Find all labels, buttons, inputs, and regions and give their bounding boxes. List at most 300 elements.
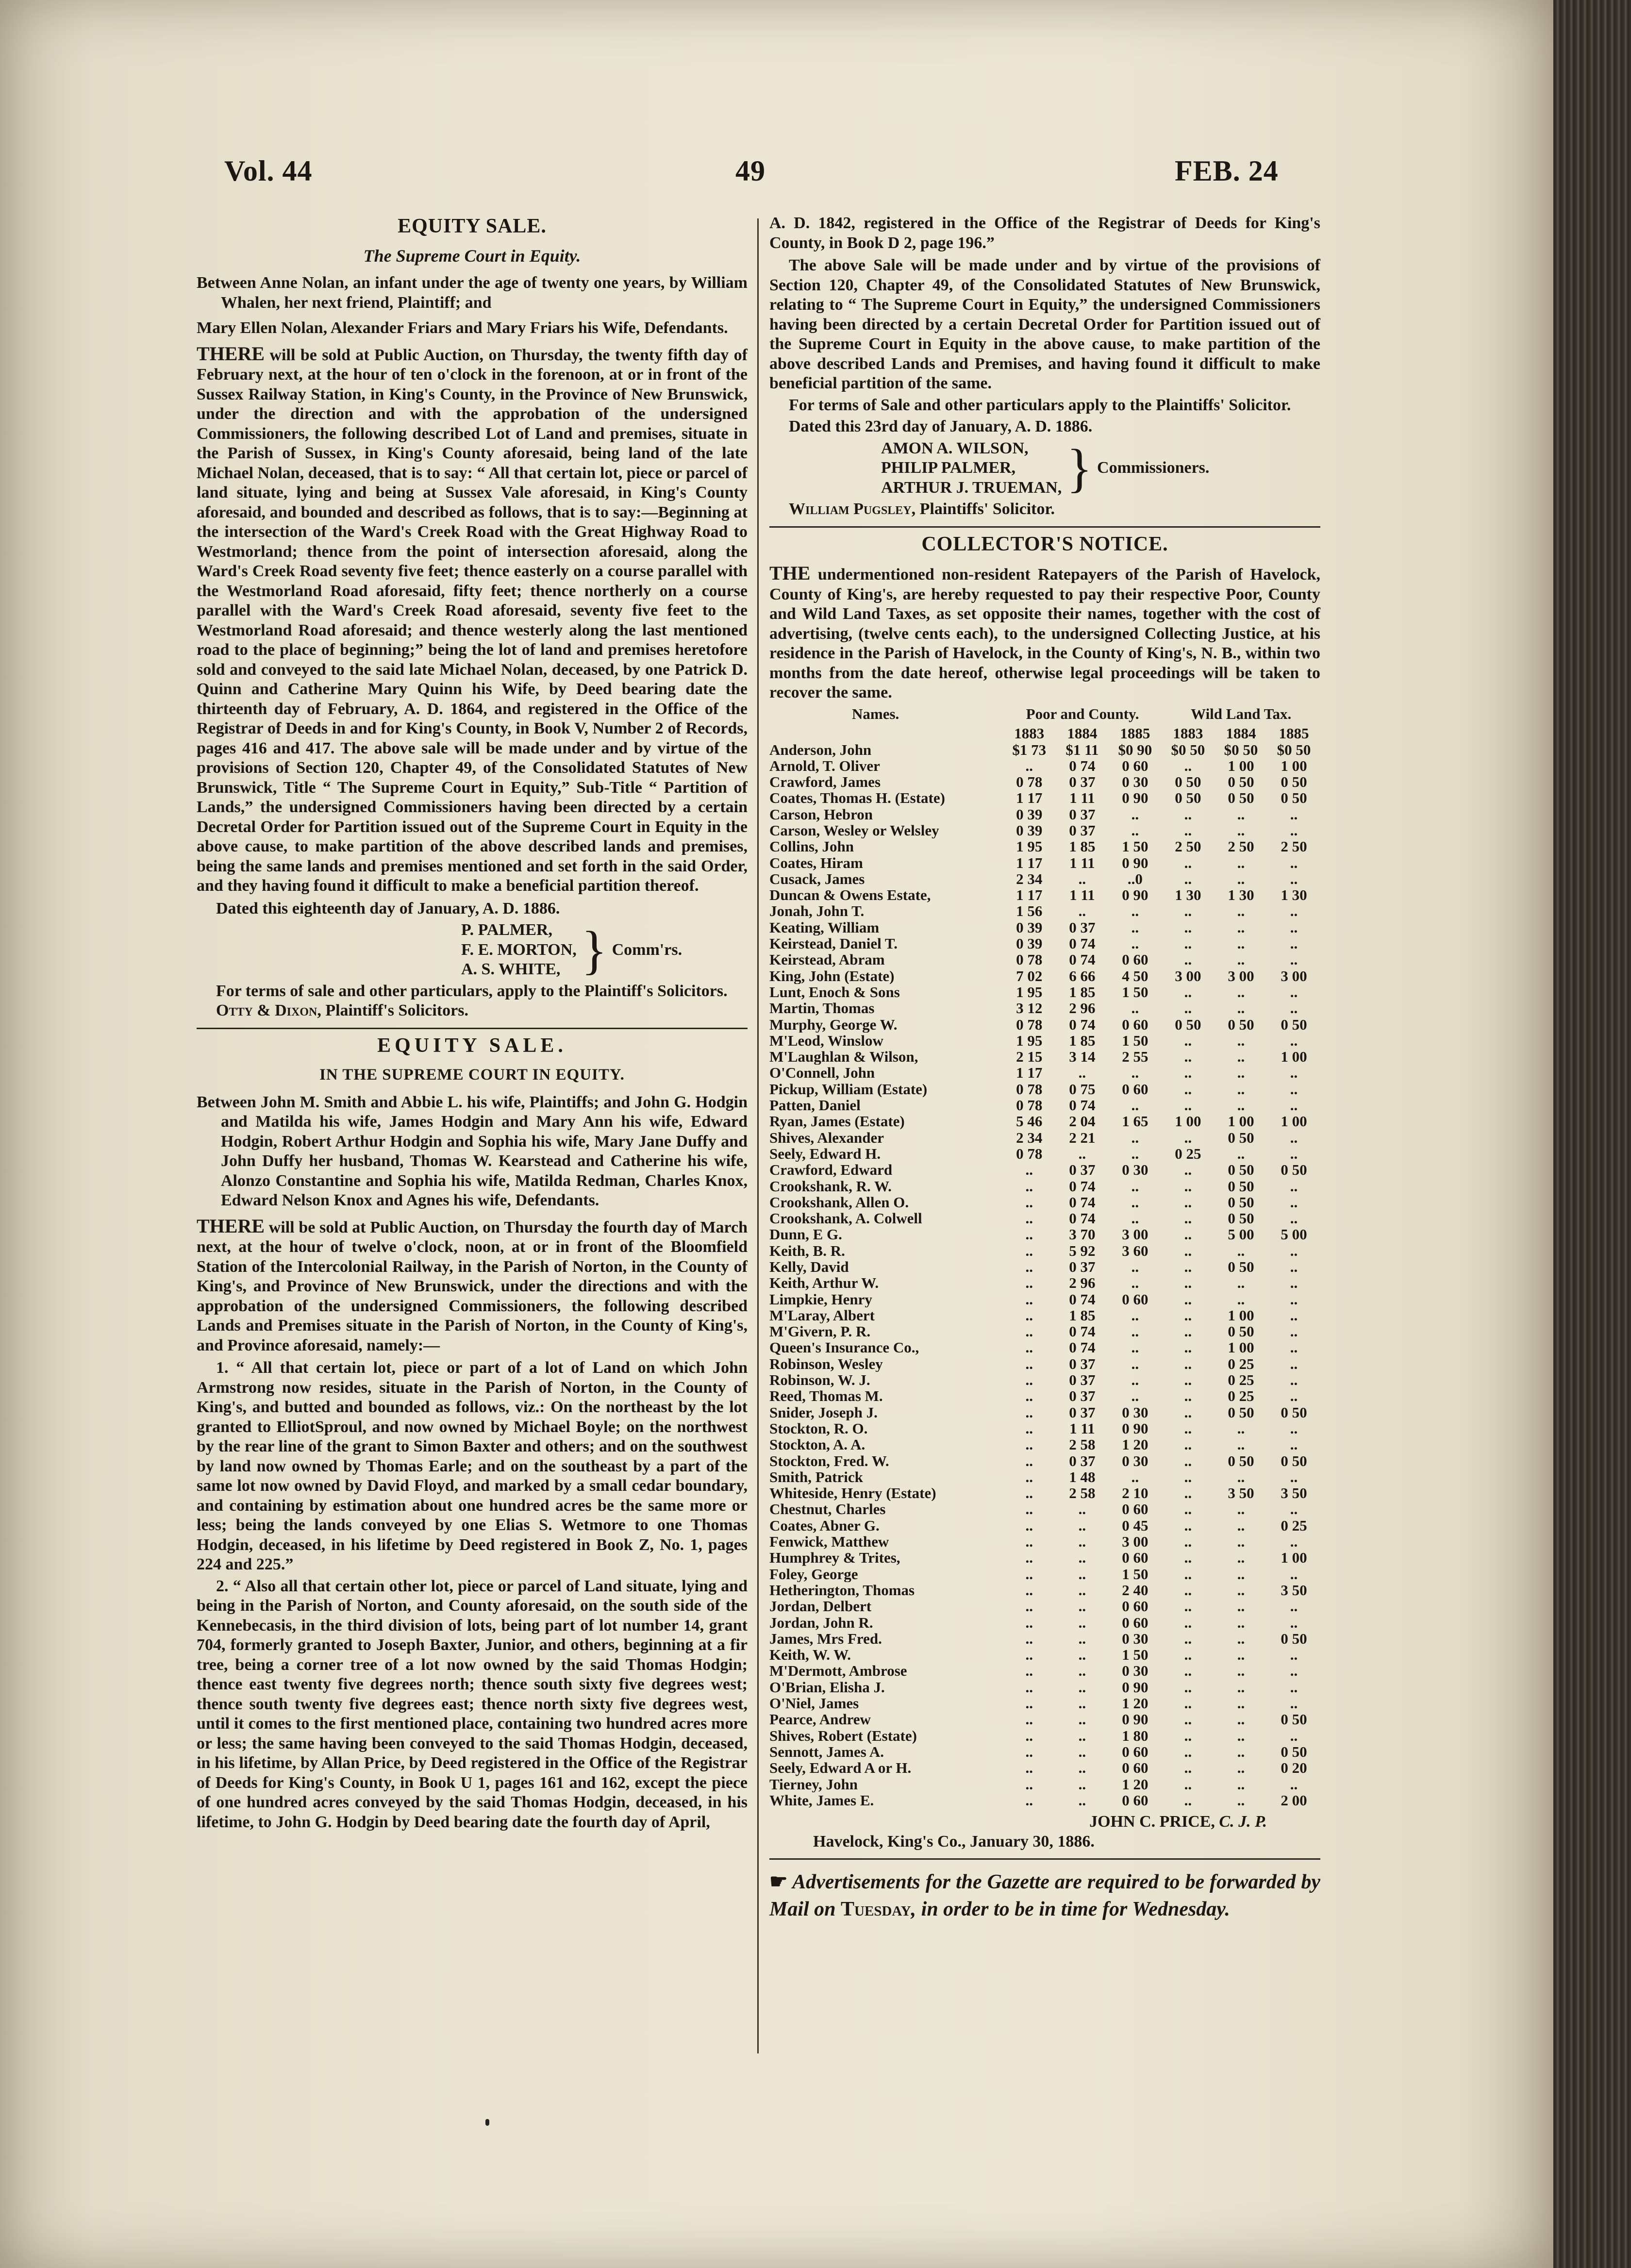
tax-amount: 0 50 bbox=[1228, 789, 1254, 807]
table-row bbox=[769, 1323, 1320, 1339]
tax-amount: 1 00 bbox=[1281, 1549, 1307, 1567]
tax-amount: .. bbox=[1025, 1517, 1033, 1534]
tax-amount: .. bbox=[1290, 1468, 1298, 1485]
collector-signature bbox=[769, 1812, 1320, 1832]
tax-amount: 0 50 bbox=[1228, 1161, 1254, 1179]
tax-amount: .. bbox=[1237, 805, 1245, 823]
tax-amount: .. bbox=[1237, 1581, 1245, 1599]
tax-amount: .. bbox=[1025, 1339, 1033, 1356]
tax-amount: .. bbox=[1184, 1598, 1192, 1615]
ratepayer-name: Keirstead, Abram bbox=[769, 951, 885, 968]
ratepayer-name: Shives, Alexander bbox=[769, 1129, 884, 1146]
tax-amount: .. bbox=[1025, 1387, 1033, 1405]
tax-amount: .. bbox=[1237, 1630, 1245, 1647]
tax-amount: 3 50 bbox=[1281, 1484, 1307, 1502]
table-row bbox=[769, 1615, 1320, 1631]
tax-amount: .. bbox=[1184, 1614, 1192, 1631]
tax-amount: .. bbox=[1237, 1242, 1245, 1259]
table-row bbox=[769, 1162, 1320, 1178]
pointing-hand-icon: ☛ bbox=[769, 1871, 788, 1894]
tax-amount: .. bbox=[1078, 1775, 1086, 1793]
tax-amount: 0 50 bbox=[1281, 1711, 1307, 1728]
equity-sale-1-terms: For terms of sale and other particulars, apply to the Plaintiff's Solicitors. bbox=[216, 982, 728, 1000]
ratepayer-name: Pickup, William (Estate) bbox=[769, 1081, 928, 1098]
tax-amount: .. bbox=[1290, 918, 1298, 936]
tax-amount: 1 30 bbox=[1281, 886, 1307, 904]
ratepayer-name: James, Mrs Fred. bbox=[769, 1630, 882, 1647]
tax-amount: .. bbox=[1025, 1371, 1033, 1389]
tax-amount: .. bbox=[1184, 854, 1192, 871]
tax-amount: 0 39 bbox=[1016, 805, 1043, 823]
ratepayer-name: Smith, Patrick bbox=[769, 1468, 863, 1485]
ink-mark bbox=[485, 2119, 489, 2126]
tax-amount: 1 20 bbox=[1122, 1775, 1148, 1793]
tax-amount: 1 65 bbox=[1122, 1113, 1148, 1130]
ratepayer-name: Jordan, John R. bbox=[769, 1614, 873, 1631]
commissioner-name: A. S. WHITE, bbox=[461, 960, 561, 978]
tax-amount: .. bbox=[1025, 1484, 1033, 1502]
equity-sale-1-subtitle: The Supreme Court in Equity. bbox=[363, 246, 581, 266]
table-row bbox=[769, 887, 1320, 903]
tax-amount: .. bbox=[1025, 1775, 1033, 1793]
table-row bbox=[769, 1436, 1320, 1452]
tax-amount: 0 39 bbox=[1016, 821, 1043, 839]
tax-amount: 0 78 bbox=[1016, 1016, 1043, 1033]
ratepayer-name: Foley, George bbox=[769, 1566, 858, 1582]
tax-amount: .. bbox=[1078, 1662, 1086, 1680]
tax-amount: 2 10 bbox=[1122, 1484, 1148, 1502]
tax-amount: 0 37 bbox=[1069, 1371, 1096, 1389]
year-header: 1883 bbox=[1014, 724, 1045, 742]
tax-amount: .. bbox=[1237, 951, 1245, 968]
tax-amount: .. bbox=[1131, 1097, 1139, 1114]
tax-amount: .. bbox=[1025, 1614, 1033, 1631]
tax-amount: .. bbox=[1237, 1290, 1245, 1308]
tax-amount: .. bbox=[1078, 902, 1086, 920]
tax-amount: 0 74 bbox=[1069, 757, 1096, 774]
tax-amount: .. bbox=[1184, 805, 1192, 823]
tax-amount: .. bbox=[1131, 1468, 1139, 1485]
tax-amount: .. bbox=[1078, 1565, 1086, 1583]
tax-amount: .. bbox=[1237, 1614, 1245, 1631]
tax-amount: 2 04 bbox=[1069, 1113, 1096, 1130]
tax-amount: .. bbox=[1290, 1274, 1298, 1292]
tax-amount: .. bbox=[1184, 1226, 1192, 1243]
tax-amount: .. bbox=[1184, 1371, 1192, 1389]
table-row bbox=[769, 1598, 1320, 1614]
tax-amount: .. bbox=[1078, 1064, 1086, 1082]
tax-amount: 0 37 bbox=[1069, 1403, 1096, 1421]
tax-amount: 0 50 bbox=[1281, 1403, 1307, 1421]
ratepayer-name: Snider, Joseph J. bbox=[769, 1404, 878, 1420]
tax-amount: .. bbox=[1025, 1711, 1033, 1728]
tax-amount: 0 50 bbox=[1175, 773, 1201, 791]
tax-amount: 1 17 bbox=[1016, 789, 1043, 807]
tax-amount: .. bbox=[1290, 1501, 1298, 1518]
tax-amount: 0 78 bbox=[1016, 773, 1043, 791]
tax-amount: .. bbox=[1131, 1323, 1139, 1340]
ratepayer-name: Coates, Abner G. bbox=[769, 1517, 880, 1534]
tax-amount: .. bbox=[1290, 1258, 1298, 1275]
table-row bbox=[769, 1226, 1320, 1242]
section-rule bbox=[769, 526, 1320, 528]
tax-amount: 0 60 bbox=[1122, 757, 1148, 774]
tax-amount: .. bbox=[1184, 1678, 1192, 1696]
tax-amount: .. bbox=[1184, 1501, 1192, 1518]
table-row bbox=[769, 855, 1320, 871]
tax-amount: .. bbox=[1184, 1064, 1192, 1082]
tax-amount: .. bbox=[1025, 1549, 1033, 1567]
tax-amount: .. bbox=[1290, 1339, 1298, 1356]
tax-amount: 0 50 bbox=[1228, 1177, 1254, 1195]
tax-amount: .. bbox=[1131, 1258, 1139, 1275]
table-row bbox=[769, 1033, 1320, 1049]
tax-amount: 0 74 bbox=[1069, 951, 1096, 968]
tax-amount: 0 60 bbox=[1122, 1759, 1148, 1777]
tax-amount: .. bbox=[1237, 983, 1245, 1001]
tax-amount: 2 50 bbox=[1228, 838, 1254, 855]
tax-amount: 0 74 bbox=[1069, 1016, 1096, 1033]
tax-amount: .. bbox=[1131, 1339, 1139, 1356]
table-row bbox=[769, 1711, 1320, 1727]
tax-amount: .. bbox=[1237, 1565, 1245, 1583]
tax-amount: 1 50 bbox=[1122, 1646, 1148, 1664]
tax-amount: .. bbox=[1290, 870, 1298, 887]
table-row bbox=[769, 1744, 1320, 1760]
year-header-row bbox=[769, 725, 1320, 742]
tax-amount: .. bbox=[1184, 1306, 1192, 1324]
table-row bbox=[769, 1404, 1320, 1420]
tax-amount: .. bbox=[1290, 1387, 1298, 1405]
ratepayer-name: Fenwick, Matthew bbox=[769, 1534, 889, 1550]
issue-date: FEB. 24 bbox=[1175, 155, 1279, 187]
tax-amount: 0 60 bbox=[1122, 1791, 1148, 1809]
table-row bbox=[769, 1792, 1320, 1808]
tax-amount: 1 00 bbox=[1228, 757, 1254, 774]
tax-amount: .. bbox=[1131, 1387, 1139, 1405]
tax-amount: 0 78 bbox=[1016, 1080, 1043, 1098]
tax-amount: 0 50 bbox=[1228, 1258, 1254, 1275]
ratepayer-name: Shives, Robert (Estate) bbox=[769, 1727, 917, 1744]
equity-sale-1-title: EQUITY SALE. bbox=[398, 215, 547, 237]
table-row bbox=[769, 1566, 1320, 1582]
tax-amount: 2 50 bbox=[1175, 838, 1201, 855]
table-row bbox=[769, 1339, 1320, 1355]
tax-amount: 0 60 bbox=[1122, 1501, 1148, 1518]
tax-amount: 0 25 bbox=[1281, 1517, 1307, 1534]
tax-amount: .. bbox=[1237, 1775, 1245, 1793]
tax-amount: .. bbox=[1290, 1775, 1298, 1793]
equity-sale-1-plaintiffs: Between Anne Nolan, an infant under the age of twenty one years, by William Whalen, her next friend, Plaintiff; and bbox=[197, 274, 748, 312]
ratepayer-name: Jonah, John T. bbox=[769, 903, 865, 919]
tax-amount: 1 95 bbox=[1016, 1032, 1043, 1049]
tax-amount: 0 74 bbox=[1069, 935, 1096, 952]
tax-amount: .. bbox=[1184, 821, 1192, 839]
tax-amount: .. bbox=[1237, 1646, 1245, 1664]
tax-amount: .. bbox=[1025, 1468, 1033, 1485]
table-row bbox=[769, 871, 1320, 887]
equity-sale-2-dated: Dated this 23rd day of January, A. D. 1886. bbox=[789, 417, 1093, 435]
tax-amount: .. bbox=[1078, 1759, 1086, 1777]
table-row bbox=[769, 1194, 1320, 1210]
tax-amount: .. bbox=[1131, 918, 1139, 936]
tax-amount: 7 02 bbox=[1016, 967, 1043, 984]
tax-amount: 0 74 bbox=[1069, 1193, 1096, 1211]
advertisement-notice bbox=[769, 1868, 1320, 1923]
table-row bbox=[769, 1146, 1320, 1162]
equity-sale-1-lead: THERE bbox=[197, 342, 265, 365]
tax-amount: 0 50 bbox=[1281, 1630, 1307, 1647]
table-row bbox=[769, 1582, 1320, 1598]
table-row bbox=[769, 1000, 1320, 1016]
volume-number: Vol. 44 bbox=[224, 155, 313, 187]
table-row bbox=[769, 1113, 1320, 1129]
tax-amount: 0 50 bbox=[1228, 773, 1254, 791]
tax-amount: .. bbox=[1290, 1000, 1298, 1017]
tax-amount: .. bbox=[1131, 821, 1139, 839]
tax-amount: 0 50 bbox=[1228, 1129, 1254, 1146]
tax-amount: .. bbox=[1184, 1048, 1192, 1066]
tax-amount: 0 30 bbox=[1122, 1452, 1148, 1469]
tax-amount: 0 60 bbox=[1122, 1290, 1148, 1308]
table-row bbox=[769, 1453, 1320, 1469]
tax-amount: .. bbox=[1237, 1032, 1245, 1049]
tax-amount: .. bbox=[1237, 1436, 1245, 1453]
ratepayer-name: Crookshank, A. Colwell bbox=[769, 1210, 922, 1227]
tax-amount: .. bbox=[1290, 805, 1298, 823]
tax-amount: .. bbox=[1184, 1177, 1192, 1195]
tax-amount: 1 95 bbox=[1016, 983, 1043, 1001]
ratepayer-name: Limpkie, Henry bbox=[769, 1291, 872, 1307]
table-row bbox=[769, 790, 1320, 806]
tax-amount: .. bbox=[1131, 1129, 1139, 1146]
ratepayer-name: Lunt, Enoch & Sons bbox=[769, 984, 900, 1001]
tax-amount: .. bbox=[1237, 1662, 1245, 1680]
tax-amount: .. bbox=[1025, 1210, 1033, 1227]
equity-sale-2-solicitor bbox=[769, 500, 1320, 519]
tax-amount: .. bbox=[1184, 902, 1192, 920]
tax-amount: 3 00 bbox=[1175, 967, 1201, 984]
tax-table-body bbox=[769, 742, 1320, 1809]
tax-amount: .. bbox=[1025, 1452, 1033, 1469]
tax-amount: 0 30 bbox=[1122, 1403, 1148, 1421]
tax-amount: 0 37 bbox=[1069, 1258, 1096, 1275]
tax-amount: .. bbox=[1290, 1032, 1298, 1049]
table-row bbox=[769, 1065, 1320, 1081]
tax-amount: .. bbox=[1290, 1080, 1298, 1098]
tax-amount: 2 40 bbox=[1122, 1581, 1148, 1599]
tax-amount: .. bbox=[1184, 1549, 1192, 1567]
tax-amount: 6 66 bbox=[1069, 967, 1096, 984]
tax-amount: 2 00 bbox=[1281, 1791, 1307, 1809]
table-row bbox=[769, 1210, 1320, 1226]
tax-amount: .. bbox=[1025, 1533, 1033, 1551]
table-row bbox=[769, 1275, 1320, 1291]
equity-sale-2-parties: Between John M. Smith and Abbie L. his wife, Plaintiffs; and John G. Hodgin and Matilda his wife, James Hodgin and Mary Ann his wife, Edward Hodgin, Robert Arthur Hodgin and Sophia his wife, Mary Jane Duffy and John Duffy her husband, Thomas W. Kearstead and Catherine his wife, Alonzo Constantine and Sophia his wife, Matilda Redman, Charles Knox, Edward Nelson Knox and Agnes his wife, Defendants. bbox=[197, 1093, 748, 1209]
table-row bbox=[769, 774, 1320, 790]
tax-amount: 3 12 bbox=[1016, 1000, 1043, 1017]
tax-amount: .. bbox=[1184, 1210, 1192, 1227]
tax-amount: .. bbox=[1025, 1274, 1033, 1292]
tax-amount: .. bbox=[1025, 1646, 1033, 1664]
tax-amount: 1 00 bbox=[1281, 1048, 1307, 1066]
tax-amount: .. bbox=[1237, 1097, 1245, 1114]
tax-amount: .. bbox=[1237, 1549, 1245, 1567]
tax-amount: .. bbox=[1025, 1242, 1033, 1259]
equity-sale-2-text: will be sold at Public Auction, on Thursday the fourth day of March next, at the hour of twelve o'clock, noon, at or in front of the Bloomfield Station of the Intercolonial Railway, in the Parish of Norton, in the County of King's, and Province of New Brunswick, under the directions and with the approbation of the undersigned Commissioners, the following described Lands and Premises situate in the Parish of Norton, in the County of King's, and Province aforesaid, namely:— bbox=[197, 1218, 748, 1354]
table-row bbox=[769, 1695, 1320, 1711]
table-row bbox=[769, 1663, 1320, 1679]
tax-amount: $1 11 bbox=[1065, 741, 1099, 758]
tax-amount: .. bbox=[1025, 1403, 1033, 1421]
tax-amount: 1 95 bbox=[1016, 838, 1043, 855]
table-row bbox=[769, 838, 1320, 854]
tax-amount: .. bbox=[1290, 1695, 1298, 1712]
table-row bbox=[769, 1049, 1320, 1065]
tax-amount: .. bbox=[1078, 1549, 1086, 1567]
tax-amount: 1 00 bbox=[1281, 1113, 1307, 1130]
collector-name: JOHN C. PRICE, bbox=[1089, 1813, 1215, 1831]
ratepayer-name: Carson, Hebron bbox=[769, 806, 873, 822]
tax-amount: .. bbox=[1025, 1743, 1033, 1760]
tax-amount: 2 34 bbox=[1016, 1129, 1043, 1146]
tax-amount: .. bbox=[1131, 805, 1139, 823]
tax-amount: .. bbox=[1025, 1226, 1033, 1243]
tax-amount: .. bbox=[1290, 1193, 1298, 1211]
ratepayer-name: Robinson, W. J. bbox=[769, 1372, 870, 1388]
ratepayer-name: M'Dermott, Ambrose bbox=[769, 1663, 907, 1679]
table-row bbox=[769, 1291, 1320, 1307]
tax-amount: .. bbox=[1184, 757, 1192, 774]
table-row bbox=[769, 903, 1320, 919]
tax-amount: 0 30 bbox=[1122, 1662, 1148, 1680]
ratepayer-name: Patten, Daniel bbox=[769, 1097, 861, 1114]
table-row bbox=[769, 1388, 1320, 1404]
tax-amount: .. bbox=[1184, 1161, 1192, 1179]
tax-amount: 1 85 bbox=[1069, 838, 1096, 855]
tax-amount: .. bbox=[1025, 1436, 1033, 1453]
tax-amount: .. bbox=[1025, 1581, 1033, 1599]
ratepayer-name: Duncan & Owens Estate, bbox=[769, 887, 931, 903]
commissioner-name: AMON A. WILSON, bbox=[881, 439, 1029, 457]
tax-amount: 1 85 bbox=[1069, 1032, 1096, 1049]
equity-sale-1-body bbox=[197, 344, 748, 896]
table-row bbox=[769, 1534, 1320, 1550]
tax-amount: .. bbox=[1184, 918, 1192, 936]
tax-amount: 1 17 bbox=[1016, 886, 1043, 904]
tax-amount: .. bbox=[1290, 1419, 1298, 1437]
tax-amount: .. bbox=[1290, 1242, 1298, 1259]
tax-amount: .. bbox=[1184, 935, 1192, 952]
commissioners-role: Commissioners. bbox=[1097, 459, 1210, 477]
tax-amount: .. bbox=[1184, 1355, 1192, 1372]
tax-amount: 1 20 bbox=[1122, 1436, 1148, 1453]
ratepayer-name: King, John (Estate) bbox=[769, 967, 895, 984]
tax-amount: 0 37 bbox=[1069, 773, 1096, 791]
table-row bbox=[769, 806, 1320, 822]
tax-amount: .. bbox=[1184, 1080, 1192, 1098]
tax-amount: .. bbox=[1290, 983, 1298, 1001]
ratepayer-name: Whiteside, Henry (Estate) bbox=[769, 1485, 936, 1501]
tax-amount: 1 00 bbox=[1281, 757, 1307, 774]
brace-symbol: } bbox=[581, 920, 607, 980]
tax-amount: .. bbox=[1237, 1048, 1245, 1066]
tax-amount: .. bbox=[1290, 1646, 1298, 1664]
tax-amount: .. bbox=[1078, 1598, 1086, 1615]
tax-amount: .. bbox=[1078, 1614, 1086, 1631]
tax-amount: 1 50 bbox=[1122, 1032, 1148, 1049]
section-rule bbox=[769, 1858, 1320, 1860]
tax-amount: 0 50 bbox=[1228, 1403, 1254, 1421]
tax-amount: .. bbox=[1025, 1258, 1033, 1275]
tax-amount: .. bbox=[1025, 1290, 1033, 1308]
tax-amount: 5 92 bbox=[1069, 1242, 1096, 1259]
tax-amount: .. bbox=[1184, 1711, 1192, 1728]
tax-amount: 0 90 bbox=[1122, 1711, 1148, 1728]
tax-amount: 5 46 bbox=[1016, 1113, 1043, 1130]
ratepayer-name: Reed, Thomas M. bbox=[769, 1388, 883, 1404]
collectors-notice-title: COLLECTOR'S NOTICE. bbox=[921, 533, 1168, 555]
tax-amount: .. bbox=[1025, 1662, 1033, 1680]
commissioner-name: P. PALMER, bbox=[461, 921, 552, 939]
tax-amount: .. bbox=[1184, 1290, 1192, 1308]
equity-sale-1-signature bbox=[461, 920, 748, 980]
tax-amount: .. bbox=[1078, 1501, 1086, 1518]
tax-amount: .. bbox=[1025, 1598, 1033, 1615]
tax-amount: .. bbox=[1290, 1355, 1298, 1372]
tax-amount: 1 11 bbox=[1069, 886, 1095, 904]
tax-amount: .. bbox=[1078, 1678, 1086, 1696]
tax-amount: 2 15 bbox=[1016, 1048, 1043, 1066]
tax-amount: .. bbox=[1290, 902, 1298, 920]
tax-amount: 0 90 bbox=[1122, 854, 1148, 871]
tax-amount: 0 90 bbox=[1122, 789, 1148, 807]
tax-amount: .. bbox=[1290, 1614, 1298, 1631]
tax-amount: .. bbox=[1131, 1177, 1139, 1195]
equity-sale-2-sale-provisions: The above Sale will be made under and by virtue of the provisions of Section 120, Chapter 49, of the Consolidated Statutes of New Brunswick, relating to “ The Supreme Court in Equity,” the undersigned Commissioners having been directed by a certain Decretal Order for Partition issued out of the Supreme Court in Equity in the above cause, to make partition of the above described Lands and Premises, and having found it difficult to make beneficial partition of the same. bbox=[769, 256, 1320, 392]
tax-amount: .. bbox=[1184, 1274, 1192, 1292]
tax-amount: .. bbox=[1025, 1193, 1033, 1211]
tax-amount: 3 00 bbox=[1122, 1226, 1148, 1243]
tax-amount: 0 25 bbox=[1175, 1145, 1201, 1162]
commissioners-role: Comm'rs. bbox=[612, 940, 682, 959]
tax-amount: 3 50 bbox=[1281, 1581, 1307, 1599]
brace-symbol: } bbox=[1066, 438, 1093, 498]
tax-amount: 3 70 bbox=[1069, 1226, 1096, 1243]
table-row bbox=[769, 1501, 1320, 1517]
tax-amount: 1 11 bbox=[1069, 1419, 1095, 1437]
tax-amount: $0 50 bbox=[1171, 741, 1205, 758]
tax-amount: ..0 bbox=[1127, 870, 1143, 887]
tax-amount: .. bbox=[1184, 1032, 1192, 1049]
tax-amount: 0 50 bbox=[1175, 789, 1201, 807]
tax-amount: .. bbox=[1131, 1371, 1139, 1389]
tax-amount: 0 60 bbox=[1122, 1614, 1148, 1631]
year-header: 1885 bbox=[1279, 724, 1309, 742]
ratepayer-name: Chestnut, Charles bbox=[769, 1501, 886, 1518]
tax-amount: .. bbox=[1237, 1000, 1245, 1017]
tax-amount: 3 60 bbox=[1122, 1242, 1148, 1259]
tax-amount: .. bbox=[1184, 1097, 1192, 1114]
tax-amount: .. bbox=[1184, 1129, 1192, 1146]
tax-amount: .. bbox=[1290, 1177, 1298, 1195]
tax-amount: .. bbox=[1237, 1695, 1245, 1712]
tax-amount: .. bbox=[1184, 1630, 1192, 1647]
ratepayer-name: M'Leod, Winslow bbox=[769, 1032, 883, 1049]
tax-amount: 0 39 bbox=[1016, 918, 1043, 936]
ratepayer-name: White, James E. bbox=[769, 1792, 874, 1809]
tax-amount: .. bbox=[1025, 1419, 1033, 1437]
